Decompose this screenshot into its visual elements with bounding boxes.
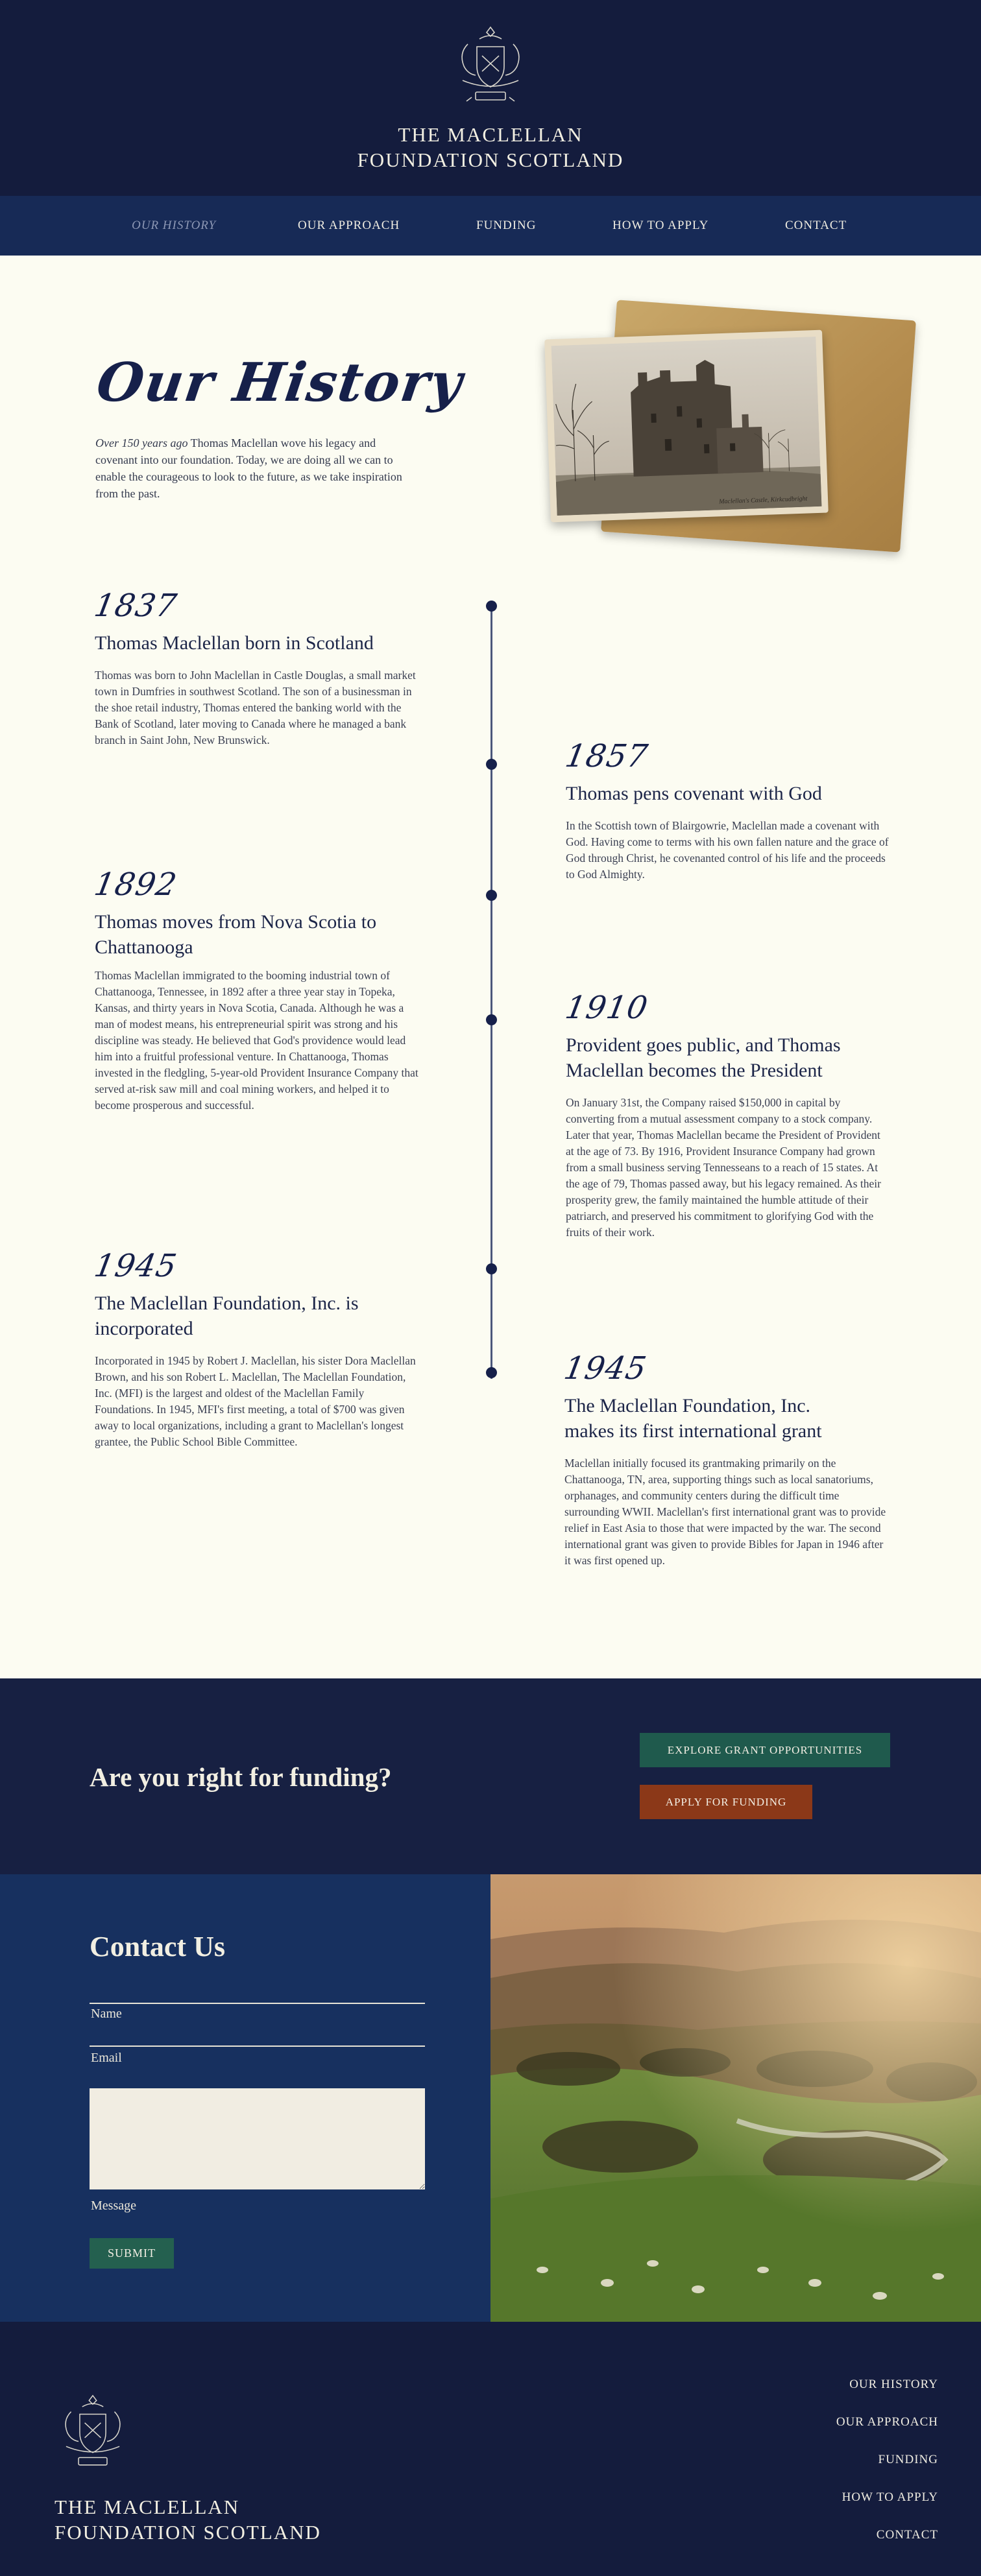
footer-link-our-history[interactable]: OUR HISTORY [849, 2378, 938, 2391]
site-header [0, 0, 981, 196]
apply-for-funding-button[interactable]: APPLY FOR FUNDING [640, 1785, 812, 1819]
nav-funding[interactable]: FUNDING [476, 219, 537, 232]
name-label: Name [91, 2007, 122, 2021]
brand-line-1: THE MACLELLAN [398, 123, 583, 146]
timeline-dot [486, 890, 497, 901]
history-section [0, 256, 981, 1678]
nav-our-history[interactable]: OUR HISTORY [132, 219, 217, 232]
brand-line-2: FOUNDATION SCOTLAND [357, 149, 624, 171]
timeline-heading: Thomas moves from Nova Scotia to Chattanooga [95, 911, 377, 958]
footer-link-how-to-apply[interactable]: HOW TO APPLY [842, 2490, 938, 2504]
timeline-year: 1945 [91, 1248, 180, 1284]
timeline-body: Thomas Maclellan immigrated to the booming industrial town of Chattanooga, Tennessee, in 1892 after a three year stay in Topeka, Kansas, and thirty years in Nova Scotia, Canada. Although he was a man of modest means, his entrepreneurial spirit was strong and his discipline was steady. He believed that God's providence would lead him into a fruitful professional venture. In Chattanooga, Thomas invested in the fledgling, 5-year-old Provident Insurance Company that served at-risk saw mill and coal mining workers, and helped it to become prosperous and successful. [95, 969, 418, 1112]
timeline-body: Incorporated in 1945 by Robert J. Maclellan, his sister Dora Maclellan Brown, and his son Robert L. Maclellan, The Maclellan Foundation, Inc. (MFI) is the largest and oldest of the Maclellan Family Foundations. In 1945, MFI's first meeting, a total of $700 was given away to local organizations, including a grant to Maclellan's longest grantee, the Public School Bible Committee. [95, 1354, 416, 1448]
name-field[interactable] [90, 2003, 425, 2004]
timeline-body: On January 31st, the Company raised $150,000 in capital by converting from a mutual assessment company to a stock company. Later that year, Thomas Maclellan became the President of Provident at the age of 73. By 1916, Provident Insurance Company had grown from a small business serving Tennesseans to a reach of 15 states. At the age of 79, Thomas passed away, but his legacy remained. As their prosperity grew, the family maintained the humble attitude of their patriarch, and preserved his commitment to glorifying God with the fruits of their work. [566, 1096, 881, 1239]
footer-brand-line-1: THE MACLELLAN [54, 2496, 240, 2518]
timeline-heading: The Maclellan Foundation, Inc. is incorporated [95, 1293, 359, 1339]
main-nav [0, 196, 981, 256]
submit-button[interactable]: SUBMIT [90, 2238, 174, 2269]
history-intro [95, 435, 417, 502]
contact-title: Contact Us [90, 1931, 225, 1962]
contact-section [0, 1874, 981, 2322]
timeline-year: 1910 [563, 990, 651, 1026]
footer-link-our-approach[interactable]: OUR APPROACH [836, 2415, 938, 2429]
timeline-body: Thomas was born to John Maclellan in Castle Douglas, a small market town in Dumfries in southwest Scotland. The son of a businessman in the shoe retail industry, Thomas entered the banking world with the Bank of Scotland, later moving to Canada where he managed a bank branch in Saint John, New Brunswick. [95, 669, 416, 746]
nav-how-to-apply[interactable]: HOW TO APPLY [612, 219, 709, 232]
email-field[interactable] [90, 2045, 425, 2047]
timeline-year: 1857 [563, 738, 651, 774]
timeline-year: 1837 [91, 588, 180, 624]
page-title: Our History [93, 352, 467, 414]
photo-caption: Maclellan's Castle, Kirkcudbright [718, 495, 808, 506]
nav-our-approach[interactable]: OUR APPROACH [298, 219, 400, 232]
history-intro-text: Thomas Maclellan wove his legacy and covenant into our foundation. Today, we are doing all we can to enable the courageous to look to the future, as we take inspiration from the past. [95, 436, 402, 500]
timeline-dot [486, 1263, 497, 1274]
timeline-entry-1945-incorporated [91, 1248, 419, 1450]
timeline-heading: The Maclellan Foundation, Inc. makes its first international grant [564, 1395, 822, 1442]
explore-grant-button[interactable]: EXPLORE GRANT OPPORTUNITIES [640, 1733, 890, 1767]
site-footer [0, 2322, 981, 2576]
footer-brand-line-2: FOUNDATION SCOTLAND [54, 2521, 321, 2544]
timeline-year: 1945 [561, 1350, 650, 1387]
funding-cta [0, 1678, 981, 1874]
foundation-crest-icon[interactable] [454, 25, 527, 112]
cta-heading: Are you right for funding? [90, 1762, 392, 1792]
timeline-heading: Thomas Maclellan born in Scotland [95, 632, 374, 654]
timeline-body: Maclellan initially focused its grantmaking primarily on the Chattanooga, TN, area, supporting things such as local sanatoriums, orphanages, and community centers during the difficult time surrounding WWII. Maclellan's first international grant was to provide relief in East Asia to those that were impacted by the war. The second international grant was given to provide Bibles for Japan in 1946 after it was first opened up. [564, 1457, 886, 1567]
timeline-entry-1837 [91, 588, 419, 748]
timeline-heading: Thomas pens covenant with God [566, 783, 822, 804]
timeline-heading: Provident goes public, and Thomas Maclellan becomes the President [566, 1034, 841, 1081]
timeline-dot [486, 759, 497, 770]
photo-card-front [544, 330, 829, 523]
timeline-dot [486, 1014, 497, 1025]
nav-contact[interactable]: CONTACT [785, 219, 847, 232]
message-label: Message [91, 2199, 136, 2213]
castle-photo [544, 310, 911, 550]
message-field[interactable] [90, 2088, 425, 2189]
footer-crest-icon[interactable] [57, 2393, 128, 2476]
timeline-dot [486, 1367, 497, 1378]
contact-form [0, 1874, 490, 2322]
timeline-dot [486, 601, 497, 612]
timeline-entry-1892 [91, 866, 419, 1114]
history-intro-italic: Over 150 years ago [95, 436, 188, 449]
timeline-entry-1910 [563, 990, 890, 1241]
footer-link-contact[interactable]: CONTACT [876, 2528, 938, 2542]
timeline-year: 1892 [91, 866, 180, 903]
brand-name[interactable] [0, 122, 981, 173]
timeline-entry-1945-international [561, 1350, 889, 1569]
footer-brand-name[interactable] [54, 2494, 321, 2545]
email-label: Email [91, 2051, 122, 2065]
landscape-photo [490, 1874, 981, 2322]
footer-link-funding[interactable]: FUNDING [878, 2453, 938, 2466]
timeline-entry-1857 [563, 738, 890, 883]
timeline-body: In the Scottish town of Blairgowrie, Maclellan made a covenant with God. Having come to terms with his own fallen nature and the grace of God through Christ, he covenanted control of his life and the proceeds to God Almighty. [566, 819, 889, 881]
